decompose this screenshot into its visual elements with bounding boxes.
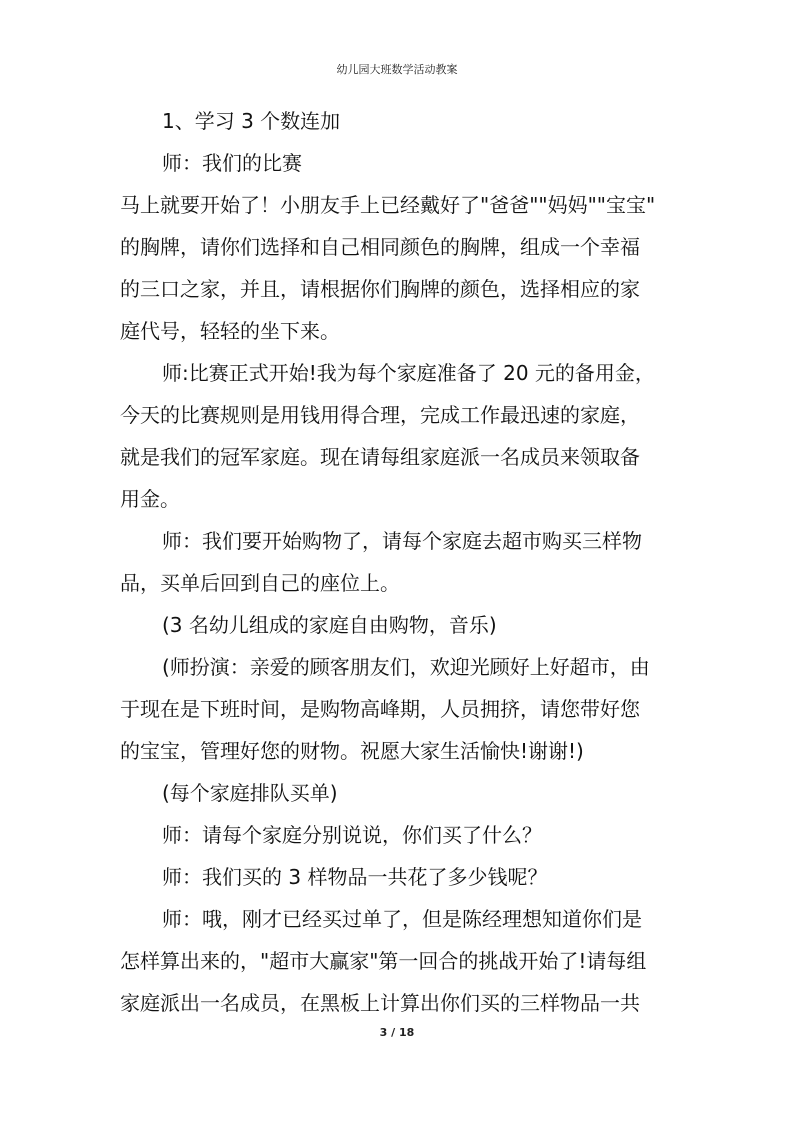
paragraph-line: 家庭派出一名成员，在黑板上计算出你们买的三样物品一共 <box>120 991 640 1015</box>
paragraph-line: 的三口之家，并且，请根据你们胸牌的颜色，选择相应的家 <box>120 277 640 301</box>
paragraph-line: 品，买单后回到自己的座位上。 <box>120 571 400 595</box>
paragraph-line: (每个家庭排队买单) <box>162 781 338 805</box>
paragraph-line: 的胸牌，请你们选择和自己相同颜色的胸牌，组成一个幸福 <box>120 235 640 259</box>
paragraph-line: (3 名幼儿组成的家庭自由购物，音乐) <box>162 613 497 637</box>
paragraph-line: 师：我们买的 3 样物品一共花了多少钱呢？ <box>162 865 548 889</box>
document-body <box>120 100 680 1024</box>
paragraph-line: 师：请每个家庭分别说说，你们买了什么？ <box>162 823 542 847</box>
paragraph-line: 马上就要开始了！小朋友手上已经戴好了"爸爸""妈妈""宝宝" <box>120 193 656 217</box>
paragraph-line: 师：我们的比赛 <box>162 151 302 175</box>
paragraph-line: 今天的比赛规则是用钱用得合理，完成工作最迅速的家庭， <box>120 403 640 427</box>
page-number: 3 / 18 <box>379 1026 415 1039</box>
paragraph-line: (师扮演：亲爱的顾客朋友们，欢迎光顾好上好超市，由 <box>162 655 650 679</box>
paragraph-line: 1、学习 3 个数连加 <box>162 109 341 133</box>
paragraph-line: 的宝宝，管理好您的财物。祝愿大家生活愉快!谢谢!) <box>120 739 584 763</box>
paragraph-line: 师：哦，刚才已经买过单了，但是陈经理想知道你们是 <box>162 907 642 931</box>
paragraph-line: 用金。 <box>120 487 180 511</box>
paragraph-line: 师:比赛正式开始!我为每个家庭准备了 20 元的备用金， <box>162 361 655 385</box>
paragraph-line: 师：我们要开始购物了，请每个家庭去超市购买三样物 <box>162 529 642 553</box>
paragraph-line: 庭代号，轻轻的坐下来。 <box>120 319 340 343</box>
paragraph-line: 于现在是下班时间，是购物高峰期，人员拥挤，请您带好您 <box>120 697 640 721</box>
page-header: 幼儿园大班数学活动教案 <box>336 63 458 76</box>
paragraph-line: 就是我们的冠军家庭。现在请每组家庭派一名成员来领取备 <box>120 445 640 469</box>
paragraph-line: 怎样算出来的，"超市大赢家"第一回合的挑战开始了!请每组 <box>120 949 647 973</box>
